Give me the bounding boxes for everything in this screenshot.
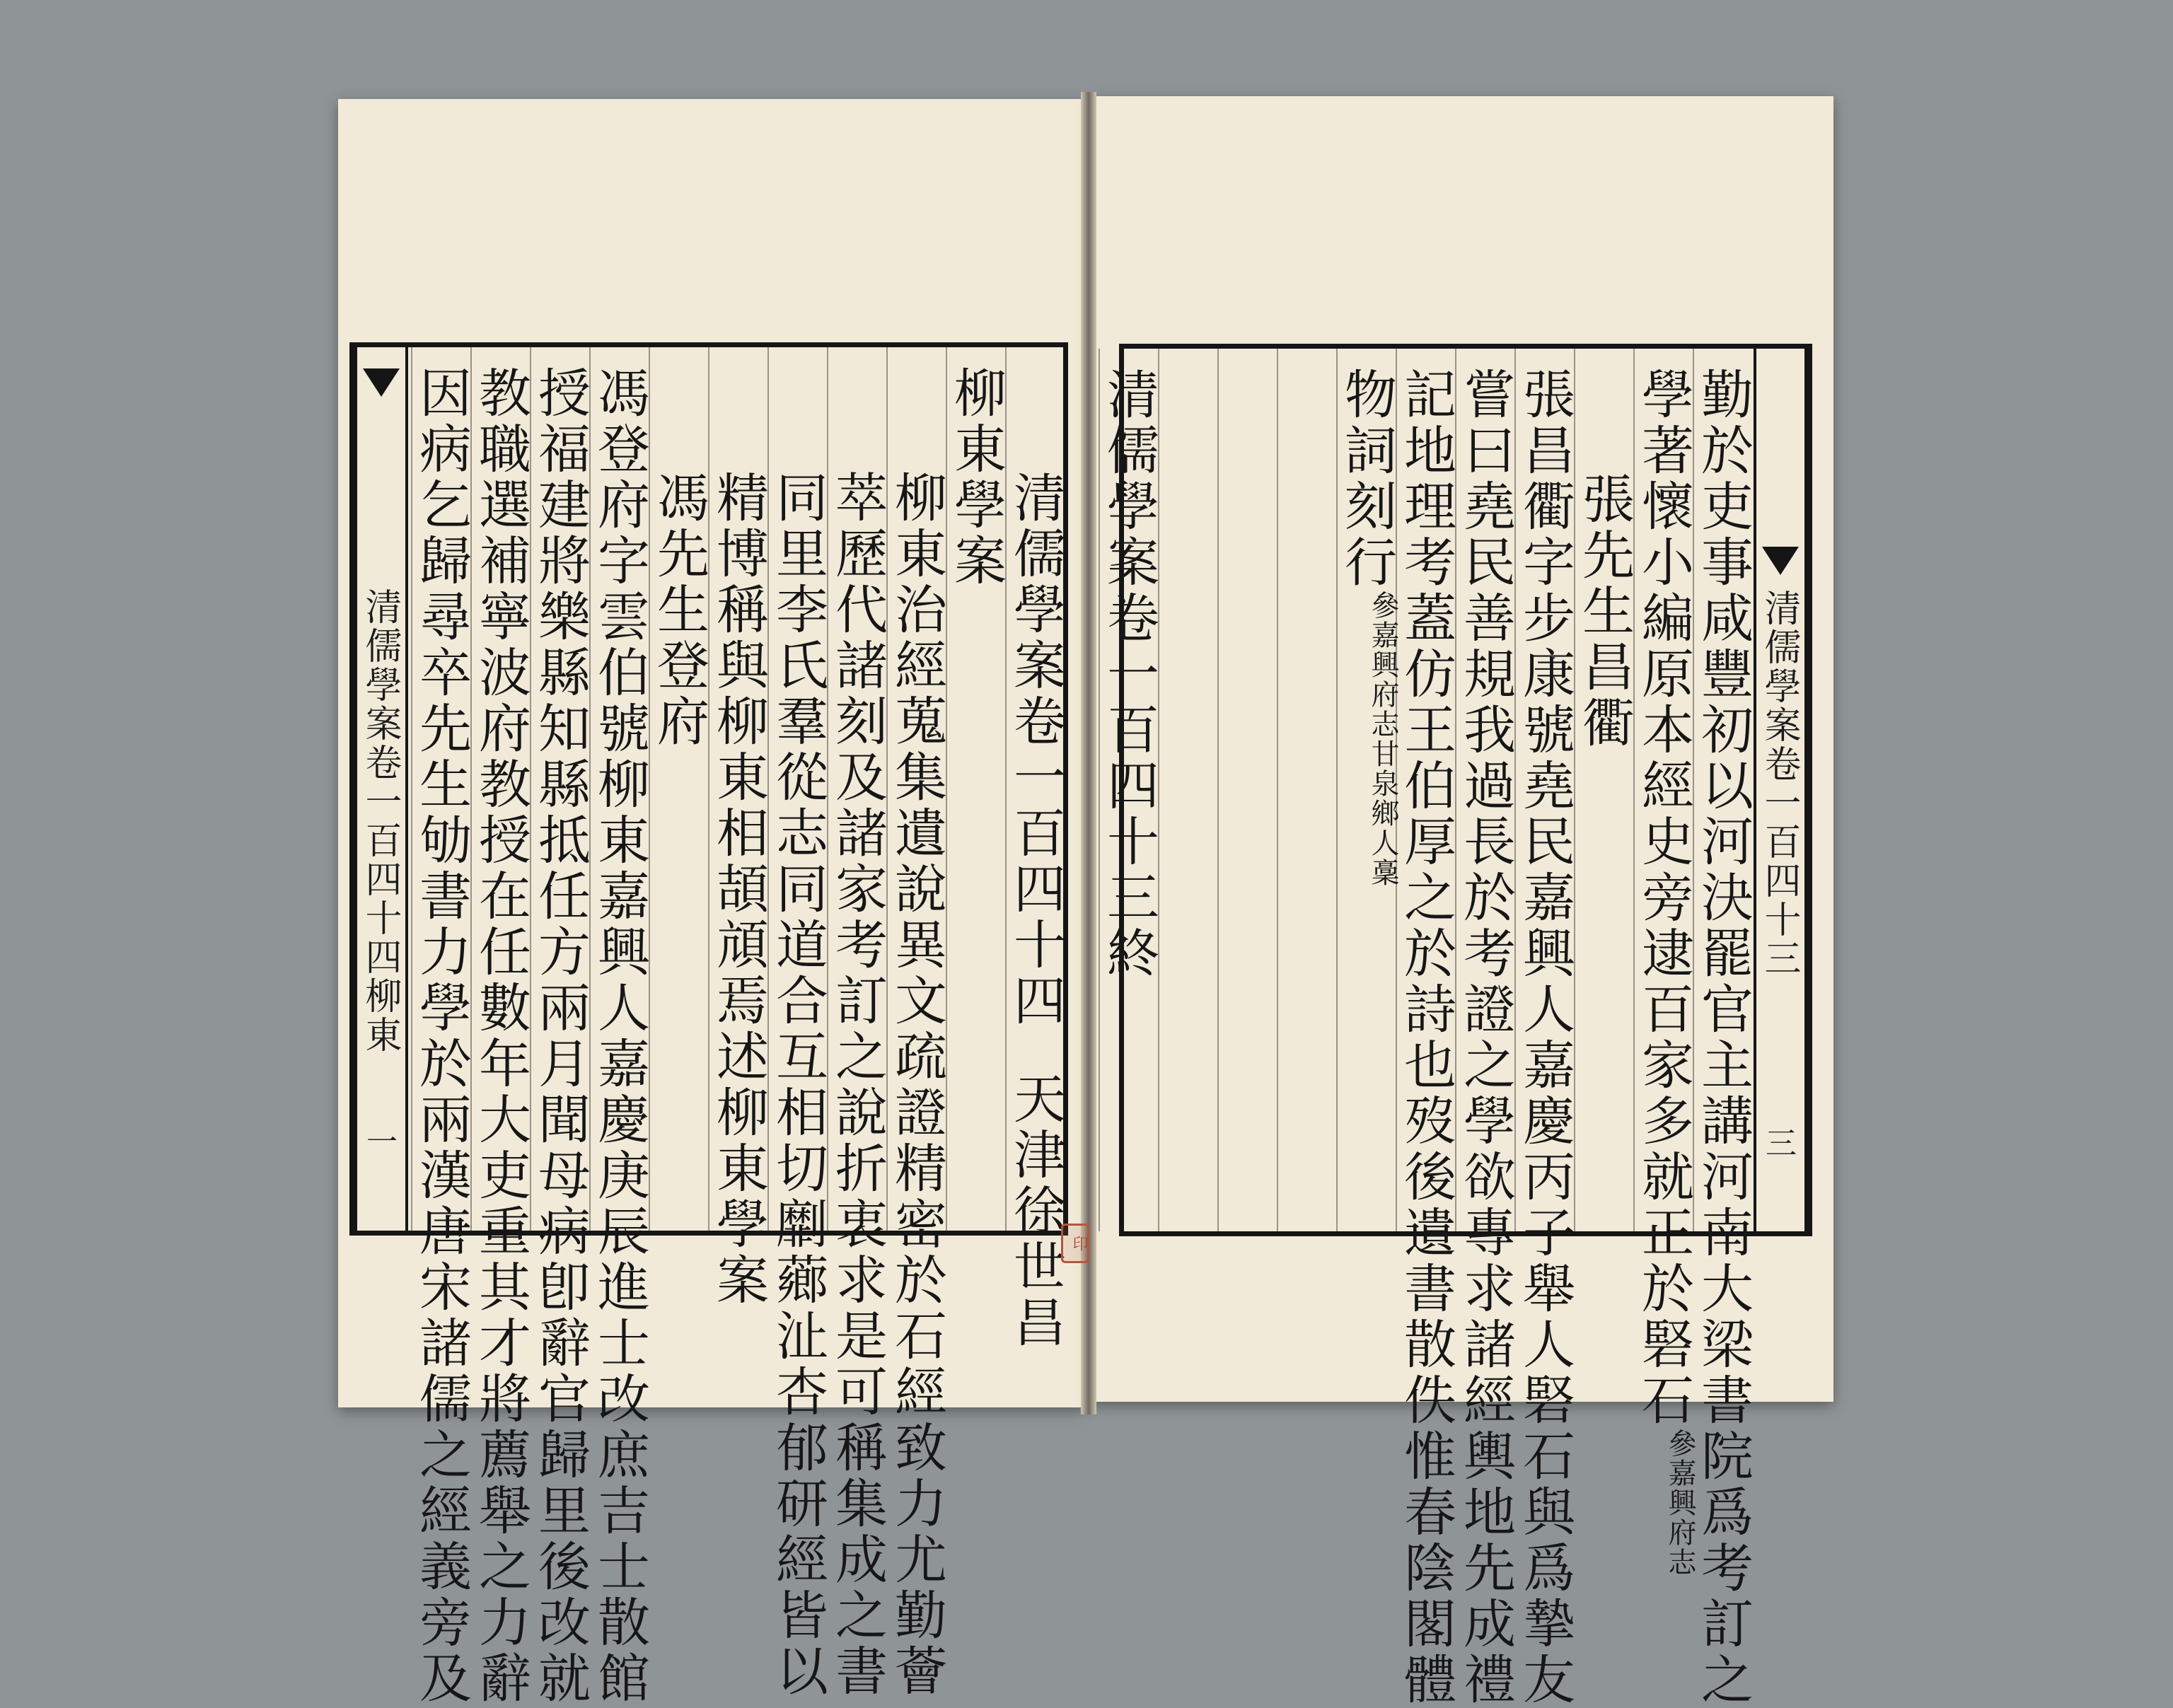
text-column <box>1514 349 1575 1708</box>
text-column <box>649 347 709 1231</box>
column-text: 馮先生登府 <box>649 470 709 750</box>
text-column <box>1217 349 1278 1231</box>
column-text: 物詞刻行 <box>1336 367 1397 591</box>
text-column <box>1574 349 1635 1231</box>
column-text: 因病乞歸尋卒先生劬書力學於兩漢唐宋諸儒之經義旁及 <box>411 366 472 1707</box>
right-banner-title: 清儒學案卷一百四十三 <box>1758 589 1800 978</box>
fishtail-mark-icon <box>363 368 400 397</box>
text-column <box>1158 349 1219 1231</box>
left-text-frame <box>349 342 1068 1707</box>
column-text: 教職選補寧波府教授在任數年大吏重其才將薦舉之力辭 <box>470 366 531 1707</box>
column-text: 記地理考蓋仿王伯厚之於詩也歿後遺書散佚惟春陰閣體 <box>1396 367 1456 1708</box>
right-folio-number: 三 <box>1760 1127 1796 1158</box>
text-column <box>1005 347 1066 1351</box>
text-column <box>1099 349 1159 1231</box>
book-gutter <box>1081 92 1096 1414</box>
text-column <box>470 347 531 1707</box>
right-fishtail-banner <box>1754 349 1807 1231</box>
collector-seal: 印 <box>1061 1224 1089 1263</box>
interlinear-note: 參嘉興府志 <box>1664 1429 1696 1577</box>
compiler-name: 天津徐世昌 <box>1005 1071 1066 1351</box>
interlinear-note: 參嘉興府志甘泉鄉人稾 <box>1367 591 1399 888</box>
column-text: 柳東治經蒐集遺說異文疏證精密於石經致力尤勤薈 <box>886 470 947 1700</box>
text-column <box>411 347 472 1707</box>
left-fishtail-banner <box>354 347 408 1231</box>
column-text: 勤於吏事咸豐初以河決罷官主講河南大梁書院爲考訂之 <box>1693 367 1754 1708</box>
column-text: 柳東學案 <box>946 366 1007 589</box>
text-column <box>708 347 769 1308</box>
column-text: 萃歷代諸刻及諸家考訂之說折衷求是可稱集成之書 <box>827 470 888 1700</box>
fishtail-mark-icon <box>1762 547 1799 575</box>
text-column <box>946 347 1007 1231</box>
right-text-frame <box>1099 344 1812 1708</box>
text-column <box>886 347 947 1700</box>
column-text: 精博稱與柳東相頡頏焉述柳東學案 <box>708 470 769 1308</box>
text-column <box>827 347 888 1700</box>
text-column <box>1633 349 1696 1577</box>
text-column <box>767 347 828 1700</box>
column-text: 清儒學案卷一百四十四 <box>1005 470 1066 1029</box>
column-text: 學著懷小編原本經史旁逮百家多就正於硻石 <box>1633 367 1694 1429</box>
left-folio-number: 一 <box>361 1125 397 1156</box>
column-text: 嘗曰堯民善規我過長於考證之學欲專求諸經輿地先成禮 <box>1455 367 1516 1708</box>
text-column <box>1693 349 1754 1708</box>
column-text: 張先生昌衢 <box>1574 472 1635 751</box>
column-text: 同里李氏羣從志同道合互相切劘薌沚杏郁研經皆以 <box>767 470 828 1700</box>
left-banner-title: 清儒學案卷一百四十四柳東 <box>359 588 401 1055</box>
text-column <box>1336 349 1397 1231</box>
column-text: 馮登府字雲伯號柳東嘉興人嘉慶庚辰進士改庶吉士散館 <box>589 366 650 1707</box>
text-column <box>1455 349 1516 1708</box>
column-text: 張昌衢字步康號堯民嘉興人嘉慶丙子舉人硻石與爲摯友 <box>1514 367 1575 1708</box>
column-text: 授福建將樂縣知縣抵任方兩月聞母病卽辭官歸里後改就 <box>530 366 591 1707</box>
text-column <box>589 347 650 1707</box>
text-column <box>1396 349 1456 1708</box>
text-column <box>530 347 591 1707</box>
column-text: 清儒學案卷一百四十三終 <box>1099 367 1159 982</box>
text-column <box>1277 349 1338 1231</box>
